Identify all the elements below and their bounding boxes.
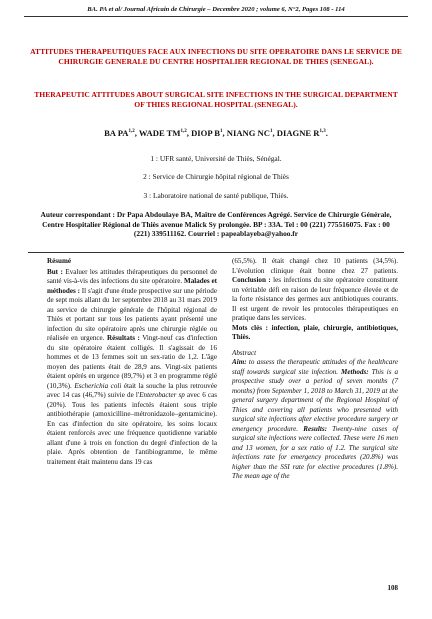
abstract-heading: Abstract <box>232 348 257 357</box>
author-4: , NIANG NC <box>222 128 270 138</box>
keywords-label: Mots clés : <box>232 323 269 332</box>
column-left <box>47 257 217 467</box>
author-2-affil: 1,2 <box>180 129 187 135</box>
aim-label: Aim: <box>232 358 247 366</box>
keywords <box>232 324 398 343</box>
resume-heading: Résumé <box>47 257 72 265</box>
methods-label: Malades et méthodes : <box>47 277 217 295</box>
title-french: ATTITUDES THERAPEUTIQUES FACE AUX INFECTIONS DU SITE OPERATOIRE DANS LE SERVICE DE CHIRURGIE GENERALE DU CENTRE HOSPITALIER REGIONAL DE THIES (SENEGAL). <box>30 47 402 66</box>
author-2: , WADE TM <box>134 128 181 138</box>
methods-text: Il s'agit d'une étude prospective sur une période de sept mois allant du 1er septembre 2018 au 31 mars 2019 au service de chirurgie générale de l'hôpital régional de Thiès et portant sur tous les patients ayant présenté une infection du site opératoire après une chirurgie réglée ou réalisée en urgence. <box>47 286 217 342</box>
affiliation-3: 3 : Laboratoire national de santé publique, Thiès. <box>143 191 289 200</box>
germ-name: Escherichia coli <box>71 381 122 390</box>
affiliation-1: 1 : UFR santé, Université de Thiès, Sénégal. <box>150 154 282 163</box>
keywords-text: infection, plaie, chirurgie, antibiotiques, Thiès. <box>232 323 398 341</box>
author-5: , DIAGNE R <box>272 128 320 138</box>
column-right <box>232 257 398 482</box>
section-rule <box>28 252 404 253</box>
but-text: Evaluer les attitudes thérapeutiques du personnel de santé vis-à-vis des infections du site opératoire. <box>47 267 217 285</box>
abstract-methods-text: This is a prospective study over a period of seven months (7 months) from September 1, 2018 to March 31, 2019 at the general surgery department of the Regional Hospital of Thies and covering all patients who presented with surgical site infections after elective procedure surgery or emergency procedure. <box>232 367 398 433</box>
enterobacter-name: Enterobacter sp <box>139 391 185 399</box>
author-line <box>24 128 408 138</box>
aim-text: to assess the therapeutic attitudes of the healthcare staff towards surgical site infection. <box>232 358 398 376</box>
abstract-body <box>232 358 398 482</box>
author-3-affil: 1 <box>219 129 223 135</box>
conclusion-label: Conclusion : <box>232 276 271 284</box>
continued-text: (65,5%). Il était changé chez 10 patients (34,5%). L'évolution clinique était bonne chez 27 patients. <box>232 257 398 275</box>
resume-body <box>47 268 217 468</box>
results-label: Résultats : <box>104 334 140 342</box>
running-head: BA. PA et al/ Journal Africain de Chirurgie – Decembre 2020 ; volume 6, N°2, Pages 108 - 114 <box>87 6 345 13</box>
results-text: Vingt-neuf cas d'infection du site opératoire étaient colligés. Il s'agissait de 16 hommes et de 13 femmes soit un sex-ratio de 1,2. L'âge moyen des patients était de 28,9 ans. Vingt-six patients étaient opérés en urgence (89,7%) et 3 en programme réglé (10,3%). <box>47 334 218 390</box>
but-label: But : <box>47 267 63 276</box>
enterobacter-text: avec 6 cas (20%). Tous les patients infectés étaient sous triple antibiothérapie (amoxicilline–métronidazole–gentamicine). En cas d'infection du site opératoire, les soins locaux étaient renforcés avec une fréquence quotidienne variable allant d'une à trois en fonction du degré d'infection de la plaie. Après obtention de l'antibiogramme, le même traitement était maintenu dans 19 cas <box>47 391 217 466</box>
author-4-affil: 1 <box>269 129 273 135</box>
conclusion-text: les infections du site opératoire constituent un véritable défi en raison de leur fréquence élevée et de la forte résistance des germes aux antibiotiques courants. Il est urgent de revoir les protocoles thérapeutiques en pratique dans les services. <box>232 276 398 322</box>
germ-text: était la souche la plus retrouvée avec 14 cas (46,7%) suivie de l' <box>47 381 217 399</box>
page-number: 108 <box>387 584 398 592</box>
header-rule <box>24 16 408 17</box>
author-5-affil: 1,3 <box>319 129 326 135</box>
author-1-affil: 1,2 <box>128 129 135 135</box>
affiliation-2: 2 : Service de Chirurgie hôpital régional de Thiès <box>143 172 289 181</box>
author-line-end: . <box>325 128 328 138</box>
abstract-results-text: Twenty-nine cases of surgical site infections were collected. These were 16 men and 13 women, for a sex ratio of 1.2. The surgical site infections rate for emergency procedures (20.8%) was higher than the SSI rate for elective procedures (1.8%). The mean age of the <box>232 424 398 480</box>
abstract-results-label: Results: <box>298 424 327 433</box>
resume-continued <box>232 257 398 324</box>
author-1: BA PA <box>104 128 129 138</box>
correspondence: Auteur correspondant : Dr Papa Abdoulaye BA, Maître de Conférences Agrégé. Service de Chirurgie Générale, Centre Hospitalier Régional de Thiès avenue Malick Sy prolongée. BP : 33A. Tel : 00 (221) 775516075. Fax : 00 (221) 339511162. Courriel : papeablayeba@yahoo.fr <box>40 210 392 239</box>
title-english: THERAPEUTIC ATTITUDES ABOUT SURGICAL SITE INFECTIONS IN THE SURGICAL DEPARTMENT OF THIES REGIONAL HOSPITAL (SENEGAL). <box>34 90 398 109</box>
abstract-methods-label: Methods: <box>338 367 369 376</box>
author-3: , DIOP B <box>186 128 220 138</box>
